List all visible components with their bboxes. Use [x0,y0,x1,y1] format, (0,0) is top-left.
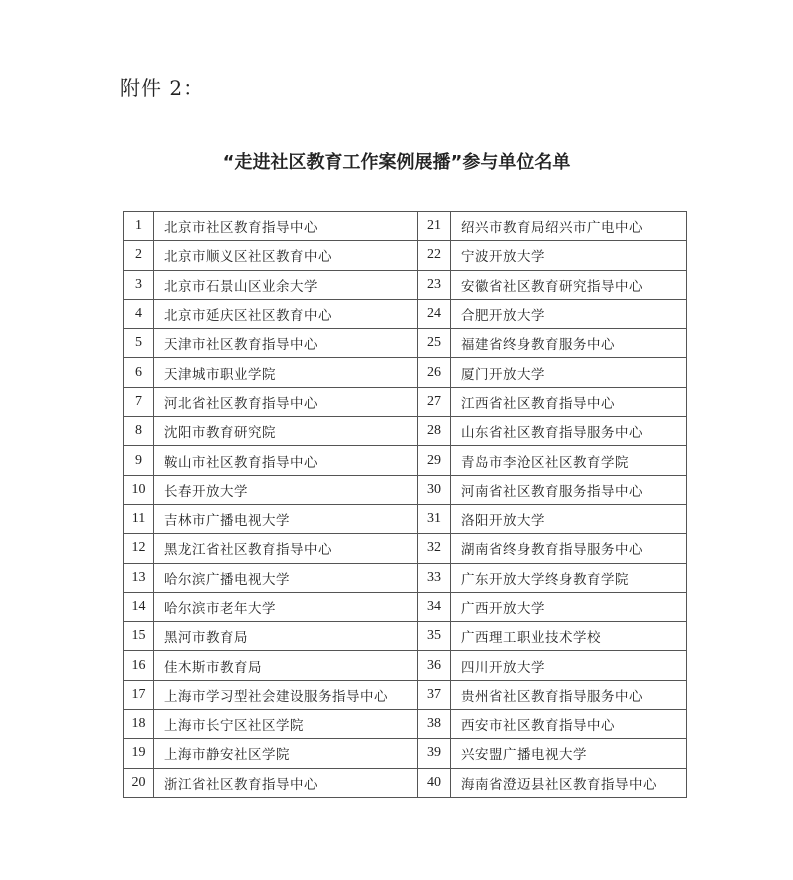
table-row [124,680,687,709]
row-number: 16 [124,651,154,680]
unit-name: 广西开放大学 [451,592,687,621]
unit-name: 广西理工职业技术学校 [451,622,687,651]
unit-name: 绍兴市教育局绍兴市广电中心 [451,212,687,241]
table-row [124,358,687,387]
unit-name: 上海市长宁区社区学院 [154,710,418,739]
table-row [124,446,687,475]
row-number: 22 [418,241,451,270]
row-number: 21 [418,212,451,241]
unit-name: 四川开放大学 [451,651,687,680]
unit-name: 鞍山市社区教育指导中心 [154,446,418,475]
row-number: 18 [124,710,154,739]
row-number: 38 [418,710,451,739]
row-number: 4 [124,299,154,328]
row-number: 17 [124,680,154,709]
unit-name: 佳木斯市教育局 [154,651,418,680]
table-row [124,241,687,270]
row-number: 7 [124,387,154,416]
unit-name: 宁波开放大学 [451,241,687,270]
unit-name: 厦门开放大学 [451,358,687,387]
table-row [124,504,687,533]
row-number: 5 [124,329,154,358]
row-number: 14 [124,592,154,621]
row-number: 40 [418,768,451,797]
unit-name: 广东开放大学终身教育学院 [451,563,687,592]
row-number: 33 [418,563,451,592]
unit-name: 河南省社区教育服务指导中心 [451,475,687,504]
unit-name: 北京市社区教育指导中心 [154,212,418,241]
table-row [124,270,687,299]
table-row [124,622,687,651]
unit-name: 长春开放大学 [154,475,418,504]
participant-table [123,211,687,798]
document-title: “走进社区教育工作案例展播”参与单位名单 [222,152,571,173]
unit-name: 青岛市李沧区社区教育学院 [451,446,687,475]
row-number: 29 [418,446,451,475]
unit-name: 天津城市职业学院 [154,358,418,387]
row-number: 32 [418,534,451,563]
attachment-label: 附件 2： [120,76,205,100]
row-number: 10 [124,475,154,504]
row-number: 37 [418,680,451,709]
unit-name: 上海市静安社区学院 [154,739,418,768]
unit-name: 兴安盟广播电视大学 [451,739,687,768]
row-number: 1 [124,212,154,241]
table-row [124,212,687,241]
unit-name: 福建省终身教育服务中心 [451,329,687,358]
unit-name: 黑龙江省社区教育指导中心 [154,534,418,563]
unit-name: 湖南省终身教育指导服务中心 [451,534,687,563]
row-number: 9 [124,446,154,475]
row-number: 25 [418,329,451,358]
row-number: 27 [418,387,451,416]
row-number: 2 [124,241,154,270]
unit-name: 西安市社区教育指导中心 [451,710,687,739]
unit-name: 浙江省社区教育指导中心 [154,768,418,797]
unit-name: 上海市学习型社会建设服务指导中心 [154,680,418,709]
table-row [124,739,687,768]
row-number: 13 [124,563,154,592]
row-number: 28 [418,417,451,446]
row-number: 3 [124,270,154,299]
unit-name: 北京市延庆区社区教育中心 [154,299,418,328]
row-number: 24 [418,299,451,328]
row-number: 23 [418,270,451,299]
row-number: 12 [124,534,154,563]
table-row [124,768,687,797]
unit-name: 洛阳开放大学 [451,504,687,533]
unit-name: 天津市社区教育指导中心 [154,329,418,358]
table-row [124,592,687,621]
row-number: 15 [124,622,154,651]
table-row [124,563,687,592]
table-row [124,651,687,680]
unit-name: 合肥开放大学 [451,299,687,328]
unit-name: 北京市顺义区社区教育中心 [154,241,418,270]
unit-name: 哈尔滨广播电视大学 [154,563,418,592]
unit-name: 哈尔滨市老年大学 [154,592,418,621]
table-row [124,329,687,358]
table-row [124,387,687,416]
table-row [124,534,687,563]
table-row [124,417,687,446]
row-number: 26 [418,358,451,387]
row-number: 11 [124,504,154,533]
row-number: 8 [124,417,154,446]
table-row [124,475,687,504]
row-number: 31 [418,504,451,533]
row-number: 19 [124,739,154,768]
row-number: 34 [418,592,451,621]
row-number: 6 [124,358,154,387]
row-number: 35 [418,622,451,651]
unit-name: 吉林市广播电视大学 [154,504,418,533]
row-number: 30 [418,475,451,504]
unit-name: 沈阳市教育研究院 [154,417,418,446]
unit-name: 安徽省社区教育研究指导中心 [451,270,687,299]
unit-name: 山东省社区教育指导服务中心 [451,417,687,446]
table-row [124,299,687,328]
unit-name: 贵州省社区教育指导服务中心 [451,680,687,709]
unit-name: 河北省社区教育指导中心 [154,387,418,416]
row-number: 39 [418,739,451,768]
unit-name: 海南省澄迈县社区教育指导中心 [451,768,687,797]
unit-name: 北京市石景山区业余大学 [154,270,418,299]
row-number: 20 [124,768,154,797]
row-number: 36 [418,651,451,680]
table-row [124,710,687,739]
unit-name: 江西省社区教育指导中心 [451,387,687,416]
unit-name: 黑河市教育局 [154,622,418,651]
